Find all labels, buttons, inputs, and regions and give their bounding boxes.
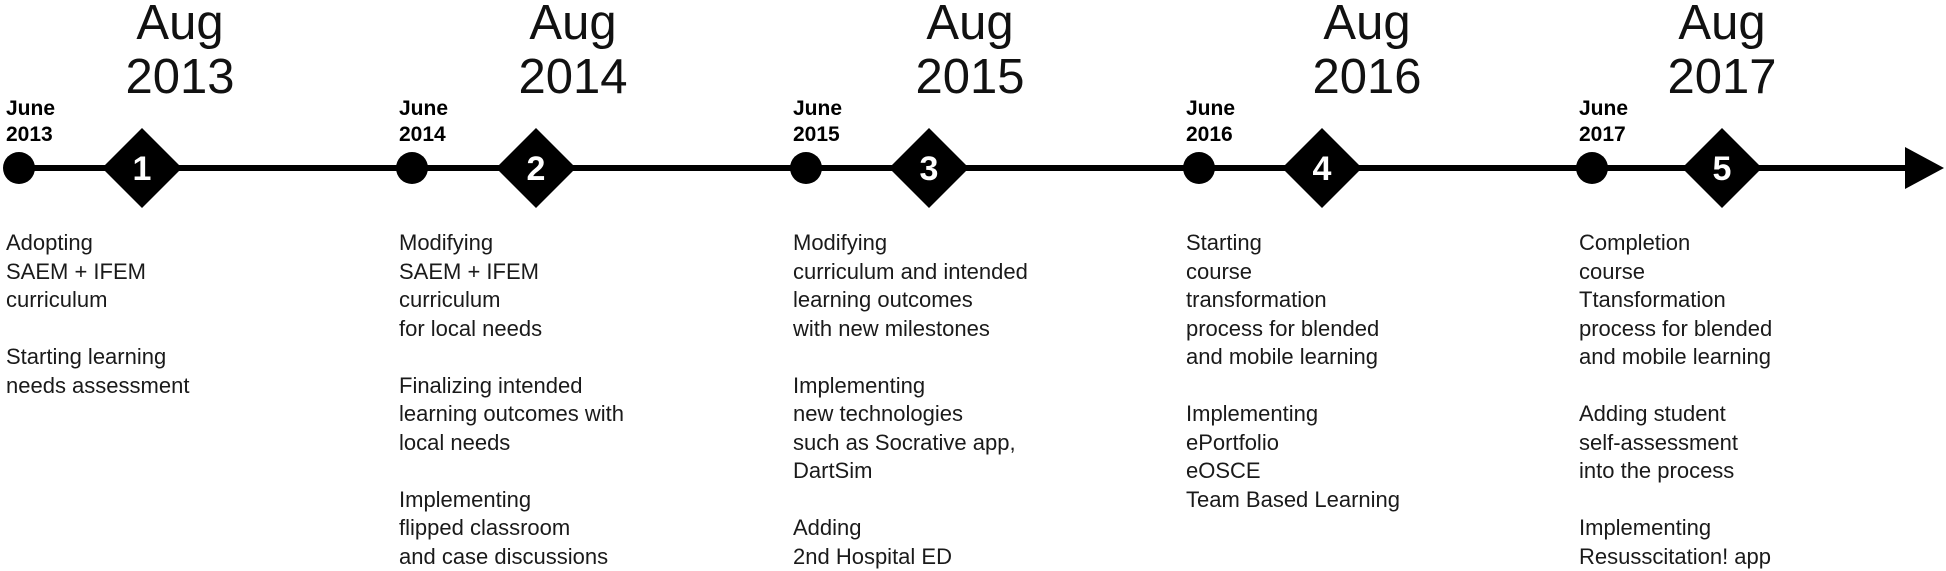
- description-line: process for blended: [1579, 315, 1919, 344]
- description-line: and case discussions: [399, 543, 739, 571]
- description-paragraph: [399, 372, 739, 458]
- description-line: Starting learning: [6, 343, 346, 372]
- period-title: [860, 0, 1080, 104]
- description-line: curriculum: [399, 286, 739, 315]
- milestone-number: 5: [1713, 150, 1732, 188]
- description-line: ePortfolio: [1186, 429, 1526, 458]
- description-line: course: [1186, 258, 1526, 287]
- description-line: Resusscitation! app: [1579, 543, 1919, 571]
- description-line: self-assessment: [1579, 429, 1919, 458]
- description-paragraph: [793, 229, 1133, 343]
- period-title-month: Aug: [860, 0, 1080, 50]
- start-date-label: [6, 96, 55, 148]
- description-line: SAEM + IFEM: [6, 258, 346, 287]
- start-dot: [1576, 152, 1608, 184]
- description-line: Implementing: [1186, 400, 1526, 429]
- description-line: Ttansformation: [1579, 286, 1919, 315]
- description-line: needs assessment: [6, 372, 346, 401]
- description-line: new technologies: [793, 400, 1133, 429]
- description-line: course: [1579, 258, 1919, 287]
- milestone-description: [6, 229, 346, 400]
- description-line: curriculum: [6, 286, 346, 315]
- description-line: local needs: [399, 429, 739, 458]
- start-dot: [3, 152, 35, 184]
- description-line: and mobile learning: [1579, 343, 1919, 372]
- start-date-label: [1186, 96, 1235, 148]
- description-line: and mobile learning: [1186, 343, 1526, 372]
- description-line: with new milestones: [793, 315, 1133, 344]
- description-paragraph: [399, 229, 739, 343]
- start-date-label: [399, 96, 448, 148]
- period-title-year: 2014: [463, 50, 683, 104]
- period-title-year: 2013: [70, 50, 290, 104]
- milestone-description: [1579, 229, 1919, 571]
- description-line: flipped classroom: [399, 514, 739, 543]
- milestone-description: [793, 229, 1133, 571]
- description-line: Implementing: [793, 372, 1133, 401]
- description-paragraph: [1186, 229, 1526, 372]
- description-paragraph: [793, 372, 1133, 486]
- description-line: Implementing: [1579, 514, 1919, 543]
- milestone-description: [399, 229, 739, 571]
- description-paragraph: [793, 514, 1133, 571]
- milestone-number: 1: [133, 150, 152, 188]
- description-line: Team Based Learning: [1186, 486, 1526, 515]
- description-line: Adding: [793, 514, 1133, 543]
- period-title-month: Aug: [1257, 0, 1477, 50]
- description-paragraph: [6, 343, 346, 400]
- description-paragraph: [6, 229, 346, 315]
- start-year: 2013: [6, 122, 55, 148]
- period-title: [70, 0, 290, 104]
- period-title-month: Aug: [70, 0, 290, 50]
- start-year: 2016: [1186, 122, 1235, 148]
- period-title: [1612, 0, 1832, 104]
- start-month: June: [1186, 96, 1235, 122]
- start-year: 2015: [793, 122, 842, 148]
- start-year: 2017: [1579, 122, 1628, 148]
- period-title-year: 2016: [1257, 50, 1477, 104]
- description-line: learning outcomes with: [399, 400, 739, 429]
- description-line: Adopting: [6, 229, 346, 258]
- description-line: process for blended: [1186, 315, 1526, 344]
- description-paragraph: [399, 486, 739, 571]
- start-date-label: [793, 96, 842, 148]
- description-paragraph: [1579, 229, 1919, 372]
- description-line: Modifying: [399, 229, 739, 258]
- description-line: into the process: [1579, 457, 1919, 486]
- milestone-description: [1186, 229, 1526, 514]
- description-line: 2nd Hospital ED: [793, 543, 1133, 571]
- period-title-year: 2017: [1612, 50, 1832, 104]
- description-line: Completion: [1579, 229, 1919, 258]
- description-line: Modifying: [793, 229, 1133, 258]
- description-line: such as Socrative app,: [793, 429, 1133, 458]
- start-year: 2014: [399, 122, 448, 148]
- description-line: Starting: [1186, 229, 1526, 258]
- timeline-arrowhead: [1905, 147, 1944, 189]
- milestone-number: 3: [920, 150, 939, 188]
- description-line: DartSim: [793, 457, 1133, 486]
- start-dot: [790, 152, 822, 184]
- description-line: Adding student: [1579, 400, 1919, 429]
- period-title-year: 2015: [860, 50, 1080, 104]
- milestone-number: 2: [527, 150, 546, 188]
- description-line: Finalizing intended: [399, 372, 739, 401]
- description-paragraph: [1579, 514, 1919, 571]
- start-month: June: [1579, 96, 1628, 122]
- start-month: June: [399, 96, 448, 122]
- start-month: June: [793, 96, 842, 122]
- period-title-month: Aug: [463, 0, 683, 50]
- description-line: Implementing: [399, 486, 739, 515]
- start-dot: [396, 152, 428, 184]
- period-title-month: Aug: [1612, 0, 1832, 50]
- start-month: June: [6, 96, 55, 122]
- description-paragraph: [1186, 400, 1526, 514]
- start-date-label: [1579, 96, 1628, 148]
- description-line: learning outcomes: [793, 286, 1133, 315]
- description-line: curriculum and intended: [793, 258, 1133, 287]
- description-line: eOSCE: [1186, 457, 1526, 486]
- description-line: for local needs: [399, 315, 739, 344]
- period-title: [463, 0, 683, 104]
- description-paragraph: [1579, 400, 1919, 486]
- period-title: [1257, 0, 1477, 104]
- start-dot: [1183, 152, 1215, 184]
- milestone-number: 4: [1313, 150, 1332, 188]
- description-line: transformation: [1186, 286, 1526, 315]
- description-line: SAEM + IFEM: [399, 258, 739, 287]
